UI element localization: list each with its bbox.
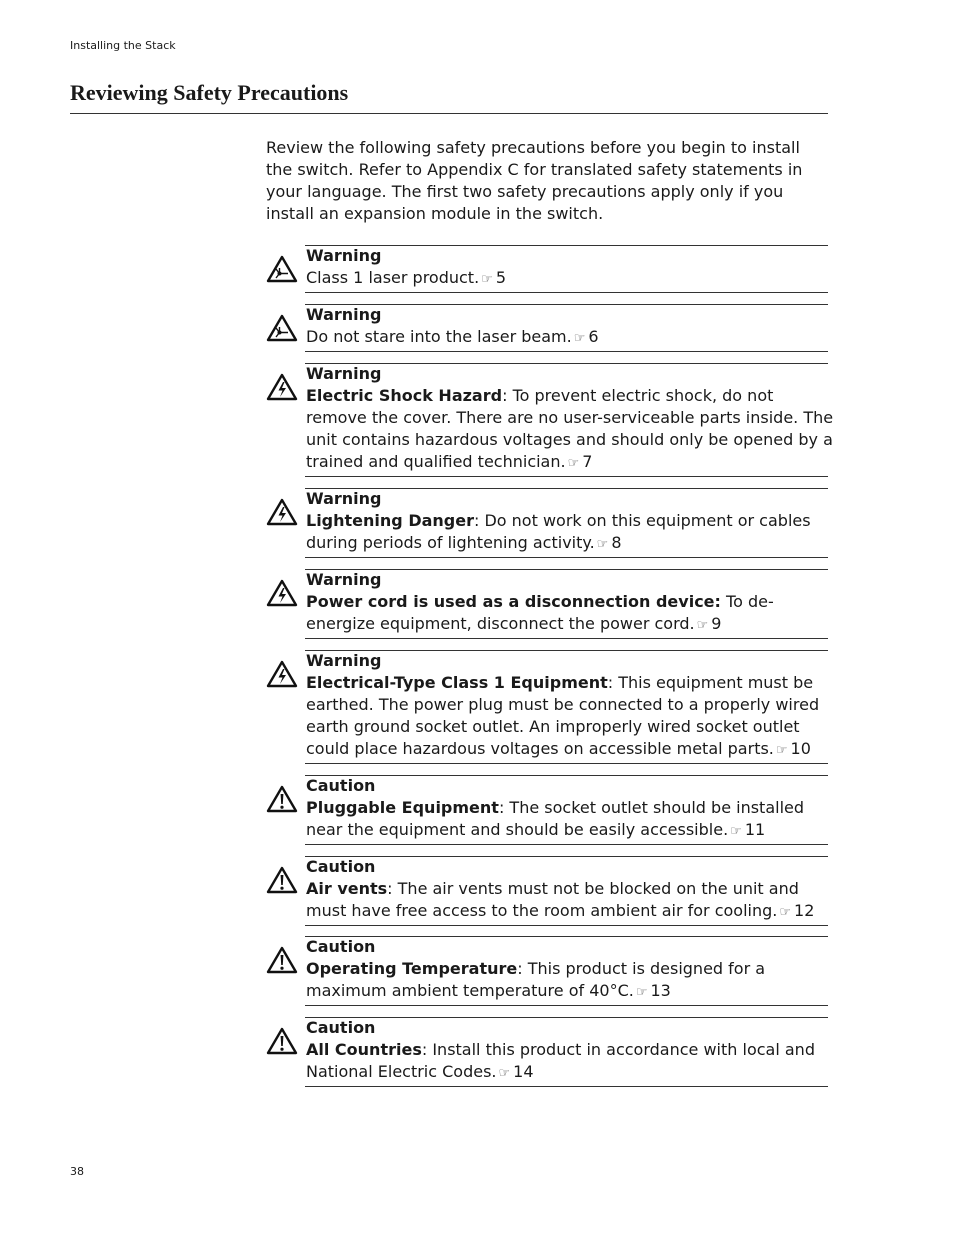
safety-notice (266, 775, 828, 845)
notice-kind: Warning (306, 651, 382, 670)
running-head: Installing the Stack (70, 39, 176, 52)
page-number: 38 (70, 1165, 84, 1178)
safety-notice (266, 363, 834, 477)
notice-body-line (306, 510, 836, 556)
reference-icon: ☞ (696, 618, 709, 633)
notice-text (306, 304, 836, 350)
notice-body: Class 1 laser product. (306, 268, 480, 287)
notice-body: Do not work on this equipment or cables during periods of lightening activity. (306, 511, 811, 552)
notice-ref-number: 10 (790, 739, 811, 758)
laser-warning-icon (266, 255, 298, 283)
reference-icon: ☞ (635, 985, 648, 1000)
notice-lead: Air vents (306, 879, 388, 898)
notice-text (306, 569, 836, 637)
notice-body: The socket outlet should be installed near the equipment and should be easily accessible. (306, 798, 805, 839)
notice-separator: : (498, 798, 510, 817)
notice-body-line (306, 958, 836, 1004)
notice-kind: Caution (306, 857, 376, 876)
notice-text (306, 488, 836, 556)
page-title: Reviewing Safety Precautions (70, 78, 828, 114)
notice-kind: Warning (306, 364, 382, 383)
notice-lead: Lightening Danger (306, 511, 474, 530)
laser-warning-icon (266, 314, 298, 342)
reference-icon: ☞ (573, 331, 586, 346)
notice-kind: Caution (306, 937, 376, 956)
notice-text (306, 1017, 836, 1085)
notice-text (306, 245, 836, 291)
notice-body-line (306, 878, 836, 924)
notice-body: The air vents must not be blocked on the unit and must have free access to the room ambient air for cooling. (306, 879, 799, 920)
safety-notice (266, 936, 828, 1006)
notice-text (306, 775, 836, 843)
notice-separator: : (421, 1040, 433, 1059)
safety-notice (266, 856, 828, 926)
caution-exclamation-icon (266, 866, 298, 894)
notice-ref-number: 5 (495, 268, 507, 287)
caution-exclamation-icon (266, 946, 298, 974)
notice-body-line (306, 326, 836, 350)
notice-kind: Caution (306, 776, 376, 795)
notice-body-line (306, 591, 836, 637)
notice-separator: : (517, 959, 528, 978)
safety-notice (266, 569, 828, 639)
notice-ref-number: 12 (794, 901, 815, 920)
intro-paragraph: Review the following safety precautions before you begin to install the switch. Refer to Appendix C for translated safety statements in your language. The first two safety precautions apply only if you install an expansion module in the switch. (266, 138, 803, 223)
notice-kind: Warning (306, 489, 382, 508)
safety-notice (266, 1017, 828, 1087)
reference-icon: ☞ (779, 905, 792, 920)
reference-icon: ☞ (596, 537, 609, 552)
notice-separator: : (387, 879, 398, 898)
notice-kind: Caution (306, 1018, 376, 1037)
reference-icon: ☞ (730, 824, 742, 839)
notice-body: Do not stare into the laser beam. (306, 327, 572, 346)
safety-notice (266, 488, 828, 558)
notice-ref-number: 7 (582, 452, 593, 471)
electric-shock-icon (266, 660, 298, 688)
notice-ref-number: 13 (650, 981, 671, 1000)
notice-kind: Warning (306, 570, 382, 589)
notice-text (306, 936, 836, 1004)
notice-separator: : (473, 511, 485, 530)
safety-notice (266, 304, 828, 352)
safety-notice (266, 245, 828, 293)
notice-text (306, 363, 836, 475)
notice-lead: All Countries (306, 1040, 422, 1059)
reference-icon: ☞ (481, 272, 493, 287)
notice-body-line (306, 267, 836, 291)
notice-body: This product is designed for a maximum ambient temperature of 40°C. (306, 959, 766, 1000)
notice-lead: Electric Shock Hazard (306, 386, 503, 405)
notice-ref-number: 8 (611, 533, 622, 552)
notice-body: This equipment must be earthed. The power plug must be connected to a properly wired earth ground socket outlet. An improperly wired socket outlet could place hazardous voltages on accessible metal parts. (306, 673, 820, 758)
notice-lead: Power cord is used as a disconnection device: (306, 592, 721, 611)
notice-lead: Electrical-Type Class 1 Equipment (306, 673, 608, 692)
notice-body: To de-energize equipment, disconnect the power cord. (306, 592, 774, 633)
notice-body-line (306, 385, 836, 475)
notice-ref-number: 11 (744, 820, 766, 839)
notice-body-line (306, 672, 836, 762)
notice-body: To prevent electric shock, do not remove the cover. There are no user-serviceable parts inside. The unit contains hazardous voltages and should only be opened by a trained and qualified technician. (306, 386, 834, 471)
notice-body-line (306, 797, 836, 843)
electric-shock-icon (266, 498, 298, 526)
notice-ref-number: 9 (711, 614, 722, 633)
safety-notice (266, 650, 828, 764)
notice-text (306, 650, 836, 762)
caution-exclamation-icon (266, 1027, 298, 1055)
notice-separator: : (607, 673, 619, 692)
electric-shock-icon (266, 373, 298, 401)
notice-lead: Pluggable Equipment (306, 798, 499, 817)
notice-separator: : (502, 386, 513, 405)
notice-ref-number: 6 (588, 327, 599, 346)
reference-icon: ☞ (775, 743, 788, 758)
notice-text (306, 856, 836, 924)
notice-kind: Warning (306, 305, 382, 324)
reference-icon: ☞ (567, 456, 580, 471)
notice-lead: Operating Temperature (306, 959, 518, 978)
notice-kind: Warning (306, 246, 382, 265)
electric-shock-icon (266, 579, 298, 607)
reference-icon: ☞ (498, 1066, 511, 1081)
notice-ref-number: 14 (513, 1062, 534, 1081)
caution-exclamation-icon (266, 785, 298, 813)
notice-body-line (306, 1039, 836, 1085)
notice-body: Install this product in accordance with local and National Electric Codes. (306, 1040, 815, 1081)
